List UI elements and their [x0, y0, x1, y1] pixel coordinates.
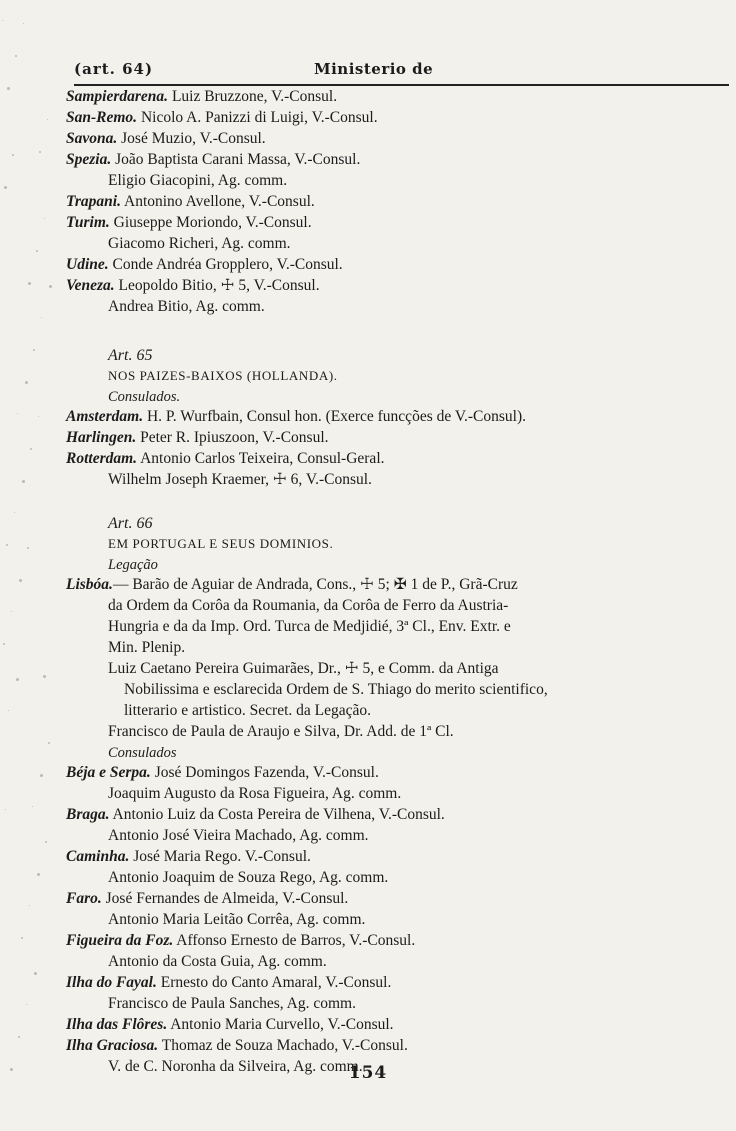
entry-text: Min. Plenip.	[108, 639, 186, 656]
scan-speck	[11, 611, 12, 612]
entry-text: Nobilissima e esclarecida Ordem de S. Thiago do merito scientifico,	[124, 681, 548, 698]
entry-line	[108, 785, 401, 803]
scan-speck	[41, 317, 42, 318]
place-name: Ilha do Fayal.	[66, 974, 157, 991]
header-article-ref: (art. 64)	[74, 60, 154, 78]
scan-speck	[25, 381, 28, 384]
scan-speck	[14, 512, 15, 513]
entry-line	[66, 1016, 394, 1034]
place-name: Savona.	[66, 130, 118, 147]
country-heading	[108, 535, 333, 553]
entry-line	[66, 408, 526, 426]
scan-speck	[22, 480, 25, 483]
scan-speck	[29, 905, 30, 906]
entry-line	[66, 1037, 408, 1055]
entry-text: Wilhelm Joseph Kraemer, ☩ 6, V.-Consul.	[108, 471, 372, 488]
entry-line	[108, 471, 372, 489]
entry-line	[108, 618, 511, 636]
scan-speck	[47, 119, 48, 120]
scan-speck	[33, 349, 35, 351]
entry-line	[108, 869, 388, 887]
entry-text: Peter R. Ipiuszoon, V.-Consul.	[136, 429, 329, 446]
scan-speck	[37, 873, 40, 876]
entry-text: Francisco de Paula de Araujo e Silva, Dr. Add. de 1ª Cl.	[108, 723, 454, 740]
entry-line	[66, 450, 385, 468]
entry-text: Art. 65	[108, 347, 153, 364]
place-name: Udine.	[66, 256, 109, 273]
place-name: Faro.	[66, 890, 102, 907]
entry-line	[108, 827, 369, 845]
place-name: Trapani.	[66, 193, 121, 210]
page-number: 154	[348, 1063, 388, 1083]
entry-text: Art. 66	[108, 515, 153, 532]
entry-text: Hungria e da da Imp. Ord. Turca de Medjidié, 3ª Cl., Env. Extr. e	[108, 618, 511, 635]
entry-text: Giuseppe Moriondo, V.-Consul.	[109, 214, 312, 231]
entry-line	[108, 995, 356, 1013]
scan-speck	[44, 218, 45, 219]
entry-text: Nicolo A. Panizzi di Luigi, V.-Consul.	[137, 109, 378, 126]
place-name: Figueira da Foz.	[66, 932, 174, 949]
entry-text: Leopoldo Bitio, ☩ 5, V.-Consul.	[114, 277, 320, 294]
entry-line	[108, 597, 508, 615]
scan-speck	[18, 1036, 20, 1038]
scan-speck	[28, 282, 31, 285]
section-subheading	[108, 556, 158, 574]
place-name: Veneza.	[66, 277, 115, 294]
scan-speck	[2, 20, 3, 21]
entry-line	[66, 109, 378, 127]
entry-text: José Maria Rego. V.-Consul.	[129, 848, 311, 865]
entry-line	[66, 88, 337, 106]
entry-text: Antonio Maria Leitão Corrêa, Ag. comm.	[108, 911, 366, 928]
scan-speck	[23, 23, 24, 24]
place-name: Caminha.	[66, 848, 130, 865]
scan-speck	[39, 151, 41, 153]
scan-speck	[45, 841, 47, 843]
entry-line	[66, 576, 518, 594]
entry-text: Conde Andréa Gropplero, V.-Consul.	[108, 256, 343, 273]
entry-line	[108, 723, 454, 741]
entry-text: Francisco de Paula Sanches, Ag. comm.	[108, 995, 356, 1012]
entry-text: H. P. Wurfbain, Consul hon. (Exerce funcções de V.-Consul).	[143, 408, 527, 425]
entry-text: Antonio da Costa Guia, Ag. comm.	[108, 953, 327, 970]
entry-line	[66, 429, 329, 447]
scan-speck	[16, 678, 19, 681]
entry-text: José Fernandes de Almeida, V.-Consul.	[101, 890, 349, 907]
entry-line	[124, 702, 371, 720]
section-subheading	[108, 388, 180, 406]
country-heading	[108, 367, 338, 385]
entry-text: Eligio Giacopini, Ag. comm.	[108, 172, 288, 189]
scan-speck	[26, 1004, 27, 1005]
header-title: Ministerio de	[314, 60, 434, 78]
entry-line	[66, 193, 315, 211]
entry-line	[66, 214, 312, 232]
place-name: San-Remo.	[66, 109, 138, 126]
entry-line	[108, 660, 499, 678]
entry-text: Joaquim Augusto da Rosa Figueira, Ag. comm.	[108, 785, 402, 802]
entry-line	[66, 932, 415, 950]
entry-text: NOS PAIZES-BAIXOS (HOLLANDA).	[108, 368, 338, 383]
entry-text: Antonio Maria Curvello, V.-Consul.	[167, 1016, 394, 1033]
article-heading	[108, 515, 152, 533]
scan-speck	[5, 809, 6, 810]
entry-line	[66, 277, 320, 295]
scan-speck	[43, 675, 46, 678]
place-name: Ilha Graciosa.	[66, 1037, 159, 1054]
entry-text: V. de C. Noronha da Silveira, Ag. comm.	[108, 1058, 363, 1075]
scan-speck	[8, 710, 9, 711]
scan-speck	[10, 1068, 13, 1071]
entry-text: Giacomo Richeri, Ag. comm.	[108, 235, 291, 252]
scan-speck	[48, 742, 50, 744]
place-name: Rotterdam.	[66, 450, 138, 467]
entry-text: Andrea Bitio, Ag. comm.	[108, 298, 265, 315]
entry-line	[108, 235, 291, 253]
entry-text: Consulados.	[108, 389, 181, 405]
section-subheading	[108, 744, 177, 762]
place-name: Ilha das Flôres.	[66, 1016, 168, 1033]
page-header	[74, 58, 729, 86]
entry-text: Antonio Joaquim de Souza Rego, Ag. comm.	[108, 869, 389, 886]
entry-text: Antonino Avellone, V.-Consul.	[120, 193, 315, 210]
scan-speck	[49, 285, 52, 288]
entry-text: Luiz Bruzzone, V.-Consul.	[168, 88, 338, 105]
entry-line	[66, 256, 343, 274]
entry-text: Antonio Luiz da Costa Pereira de Vilhena, V.-Consul.	[109, 806, 445, 823]
place-name: Béja e Serpa.	[66, 764, 151, 781]
place-name: Sampierdarena.	[66, 88, 169, 105]
article-heading	[108, 347, 152, 365]
place-name: Turim.	[66, 214, 110, 231]
scan-speck	[40, 774, 43, 777]
entry-line	[108, 298, 265, 316]
entry-line	[66, 974, 391, 992]
scan-speck	[38, 416, 39, 417]
scan-speck	[32, 806, 33, 807]
scan-speck	[6, 544, 8, 546]
entry-line	[66, 151, 360, 169]
place-name: Amsterdam.	[66, 408, 144, 425]
entry-text: Antonio José Vieira Machado, Ag. comm.	[108, 827, 369, 844]
scan-speck	[4, 186, 7, 189]
entry-line	[108, 639, 185, 657]
entry-text: Ernesto do Canto Amaral, V.-Consul.	[156, 974, 392, 991]
place-name: Braga.	[66, 806, 110, 823]
entry-text: litterario e artistico. Secret. da Legação.	[124, 702, 372, 719]
entry-line	[108, 911, 365, 929]
scan-speck	[17, 413, 18, 414]
entry-text: Thomaz de Souza Machado, V.-Consul.	[158, 1037, 408, 1054]
entry-text: Luiz Caetano Pereira Guimarães, Dr., ☩ 5, e Comm. da Antiga	[108, 660, 499, 677]
scan-speck	[15, 55, 17, 57]
entry-line	[66, 130, 266, 148]
scan-speck	[30, 448, 32, 450]
scan-speck	[21, 937, 23, 939]
entry-text: José Muzio, V.-Consul.	[117, 130, 266, 147]
place-name: Spezia.	[66, 151, 112, 168]
entry-text: Affonso Ernesto de Barros, V.-Consul.	[173, 932, 416, 949]
scan-speck	[12, 154, 14, 156]
scan-speck	[36, 250, 38, 252]
scan-speck	[19, 579, 22, 582]
entry-text: da Ordem da Corôa da Roumania, da Corôa de Ferro da Austria-	[108, 597, 509, 614]
place-name: Harlingen.	[66, 429, 137, 446]
place-name: Lisbóa.	[66, 576, 113, 593]
entry-line	[66, 890, 348, 908]
entry-text: Legação	[108, 557, 158, 573]
entry-text: João Baptista Carani Massa, V.-Consul.	[111, 151, 361, 168]
entry-line	[66, 848, 311, 866]
scan-speck	[27, 547, 29, 549]
scan-speck	[7, 87, 10, 90]
entry-line	[108, 953, 327, 971]
entry-line	[66, 764, 379, 782]
entry-text: Consulados	[108, 745, 177, 761]
scan-speck	[3, 643, 5, 645]
entry-text: Antonio Carlos Teixeira, Consul-Geral.	[137, 450, 385, 467]
scan-speck	[34, 972, 37, 975]
entry-line	[124, 681, 548, 699]
entry-text: EM PORTUGAL E SEUS DOMINIOS.	[108, 536, 334, 551]
entry-line	[108, 172, 287, 190]
entry-line	[66, 806, 445, 824]
entry-text: — Barão de Aguiar de Andrada, Cons., ☩ 5; ✠ 1 de P., Grã-Cruz	[112, 576, 518, 593]
entry-text: José Domingos Fazenda, V.-Consul.	[150, 764, 379, 781]
